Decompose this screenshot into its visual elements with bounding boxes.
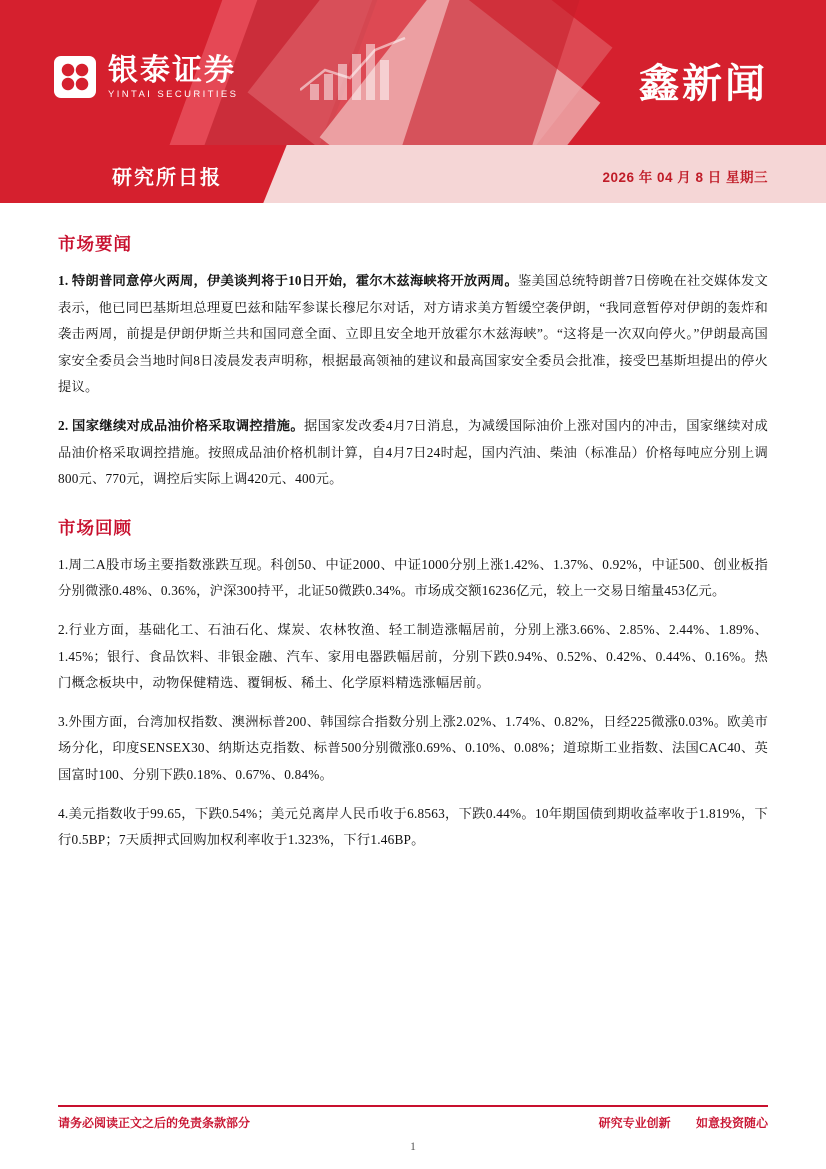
news-item-1-body: 鉴美国总统特朗普7日傍晚在社交媒体发文表示，他已同巴基斯坦总理夏巴兹和陆军参谋长穆尼尔对话，对方请求美方暂缓空袭伊朗，“我同意暂停对伊朗的轰炸和袭击两周，前提是伊朗伊斯兰共和国同意全面、立即且安全地开放霍尔木兹海峡”。“这将是一次双向停火。”伊朗最高国家安全委员会当地时间8日凌晨发表声明称，根据最高领袖的建议和最高国家安全委员会批准，接受巴基斯坦提出的停火提议。: [58, 273, 768, 395]
news-item-1-lead: 特朗普同意停火两周，伊美谈判将于10日开始，霍尔木兹海峡将开放两周。: [71, 273, 518, 288]
page-subheader: [0, 145, 826, 203]
footer-disclaimer: 请务必阅读正文之后的免责条款部分: [58, 1116, 251, 1130]
logo-company-name-cn: 银泰证券: [108, 54, 236, 87]
review-item-3: 3.外围方面，台湾加权指数、澳洲标普200、韩国综合指数分别上涨2.02%、1.74%、0.82%，日经225微涨0.03%。欧美市场分化，印度SENSEX30、纳斯达克指数、标普500分别微涨0.69%、0.10%、0.08%；道琼斯工业指数、法国CAC40、英国富时100、分别下跌0.18%、0.67%、0.84%。: [58, 713, 768, 782]
document-body: [0, 203, 826, 854]
review-item-1: 1.周二A股市场主要指数涨跌互现。科创50、中证2000、中证1000分别上涨1.42%、1.37%、0.92%，中证500、创业板指分别微涨0.48%、0.36%，沪深300持平，北证50微跌0.34%。市场成交额16236亿元，较上一交易日缩量453亿元。: [58, 556, 768, 599]
news-item-2: [58, 413, 768, 493]
page-footer: [58, 1114, 768, 1131]
review-item-4: 4.美元指数收于99.65，下跌0.54%；美元兑离岸人民币收于6.8563，下跌0.44%。10年期国债到期收益率收于1.819%，下行0.5BP；7天质押式回购加权利率收于1.323%，下行1.46BP。: [58, 805, 768, 848]
report-type-title: 研究所日报: [112, 167, 222, 189]
footer-slogan-1: 研究专业创新: [598, 1116, 671, 1130]
footer-divider: [58, 1105, 768, 1107]
logo-company-name-en: YINTAI SECURITIES: [108, 88, 239, 100]
footer-slogan-2: 如意投资随心: [695, 1116, 768, 1130]
news-item-2-index: 2.: [58, 417, 69, 433]
news-item-2-body: 据国家发改委4月7日消息，为减缓国际油价上涨对国内的冲击，国家继续对成品油价格采取调控措施。按照成品油价格机制计算，自4月7日24时起，国内汽油、柴油（标准品）价格每吨应分别上调800元、770元，调控后实际上调420元、400元。: [58, 417, 768, 487]
trend-line-icon: [300, 30, 420, 100]
publication-title: 鑫新闻: [639, 62, 768, 106]
section-title-market-review: 市场回顾: [58, 517, 132, 538]
logo-mark-icon: [54, 56, 96, 98]
review-item-2: 2.行业方面，基础化工、石油石化、煤炭、农林牧渔、轻工制造涨幅居前，分别上涨3.66%、2.85%、2.44%、1.89%、1.45%；银行、食品饮料、非银金融、汽车、家用电器跌幅居前，分别下跌0.94%、0.52%、0.42%、0.44%、0.16%。热门概念板块中，动物保健精选、覆铜板、稀土、化学原料精选涨幅居前。: [58, 621, 768, 691]
page-header: [0, 0, 826, 145]
news-item-1-index: 1.: [58, 273, 69, 288]
news-item-2-lead: 国家继续对成品油价格采取调控措施。: [72, 417, 304, 433]
news-item-1: [58, 268, 768, 401]
footer-slogan: [577, 1114, 768, 1131]
company-logo: [54, 55, 238, 100]
page-number: 1: [410, 1141, 416, 1153]
section-title-market-news: 市场要闻: [58, 234, 132, 254]
report-date: 2026 年 04 月 8 日 星期三: [602, 170, 768, 185]
